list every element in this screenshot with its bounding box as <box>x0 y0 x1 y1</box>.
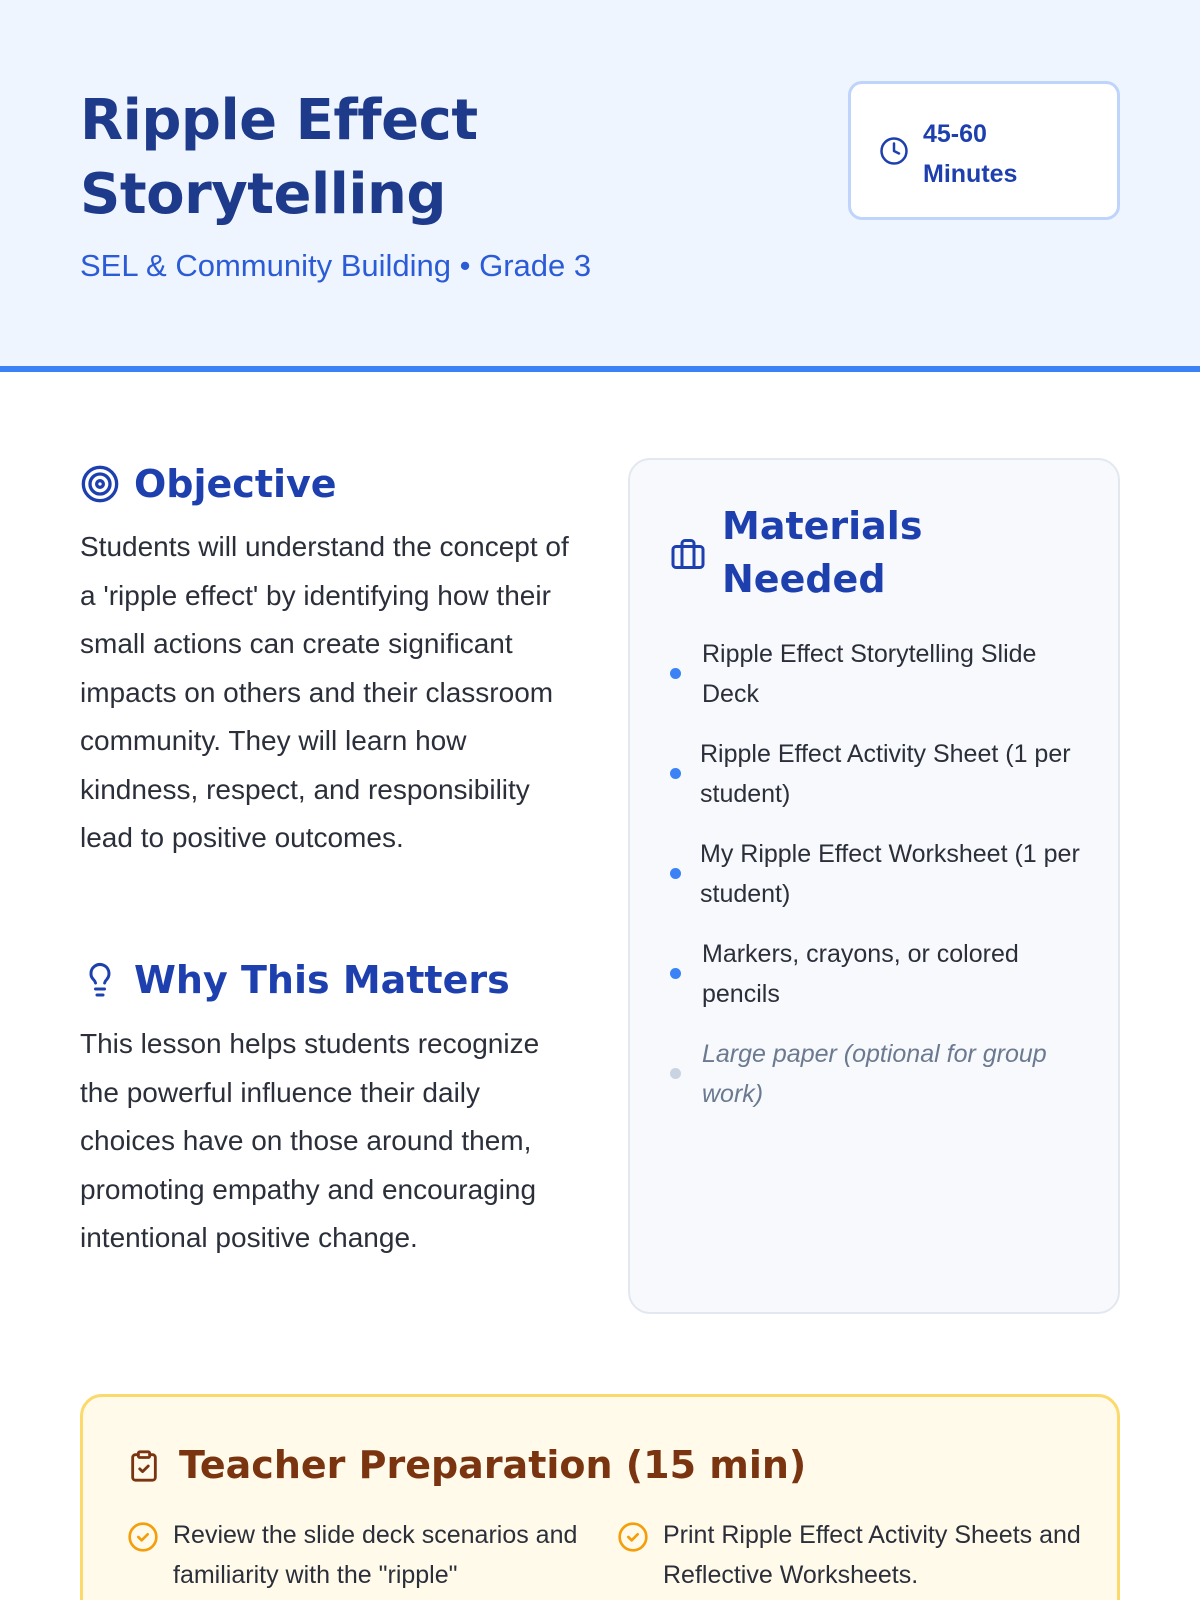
objective-heading: Objective <box>134 462 337 506</box>
preparation-text: Review the slide deck scenarios and familiarity with the "ripple" <box>173 1521 578 1589</box>
objective-text: Students will understand the concept of a 'ripple effect' by identifying how their small actions can create significant impacts on others and their classroom community. They will learn how kindness, respect, and responsibility lead to positive outcomes. <box>80 531 569 853</box>
teacher-preparation-panel <box>80 1394 1120 1600</box>
material-label: Large paper (optional for group work) <box>702 1040 1047 1108</box>
check-circle-icon <box>127 1521 159 1553</box>
material-label: Ripple Effect Activity Sheet (1 per student) <box>700 740 1071 808</box>
lesson-subtitle: SEL & Community Building • Grade 3 <box>80 248 592 283</box>
bullet-dot <box>670 768 681 779</box>
bullet-dot <box>670 668 681 679</box>
bullet-dot <box>670 1068 681 1079</box>
bullet-dot <box>670 868 681 879</box>
bullet-dot <box>670 968 681 979</box>
materials-panel <box>628 458 1120 1314</box>
materials-heading: Materials Needed <box>722 504 923 601</box>
lesson-header <box>0 0 1200 372</box>
check-circle-icon <box>617 1521 649 1553</box>
preparation-heading: Teacher Preparation (15 min) <box>179 1443 807 1487</box>
why-text: This lesson helps students recognize the powerful influence their daily choices have on those around them, promoting empathy and encouraging intentional positive change. <box>80 1028 540 1253</box>
material-label: Ripple Effect Storytelling Slide Deck <box>702 640 1037 708</box>
target-icon <box>80 464 120 504</box>
lesson-title: Ripple Effect Storytelling <box>80 88 478 227</box>
why-heading: Why This Matters <box>134 958 510 1002</box>
duration-card <box>848 81 1120 220</box>
clock-icon <box>879 136 909 166</box>
duration-label: 45-60 Minutes <box>923 120 1018 188</box>
briefcase-icon <box>670 536 706 572</box>
preparation-text: Print Ripple Effect Activity Sheets and Reflective Worksheets. <box>663 1521 1081 1589</box>
material-label: My Ripple Effect Worksheet (1 per student) <box>700 840 1080 908</box>
clipboard-check-icon <box>127 1447 161 1485</box>
material-label: Markers, crayons, or colored pencils <box>702 940 1019 1008</box>
lightbulb-icon <box>82 960 118 1000</box>
